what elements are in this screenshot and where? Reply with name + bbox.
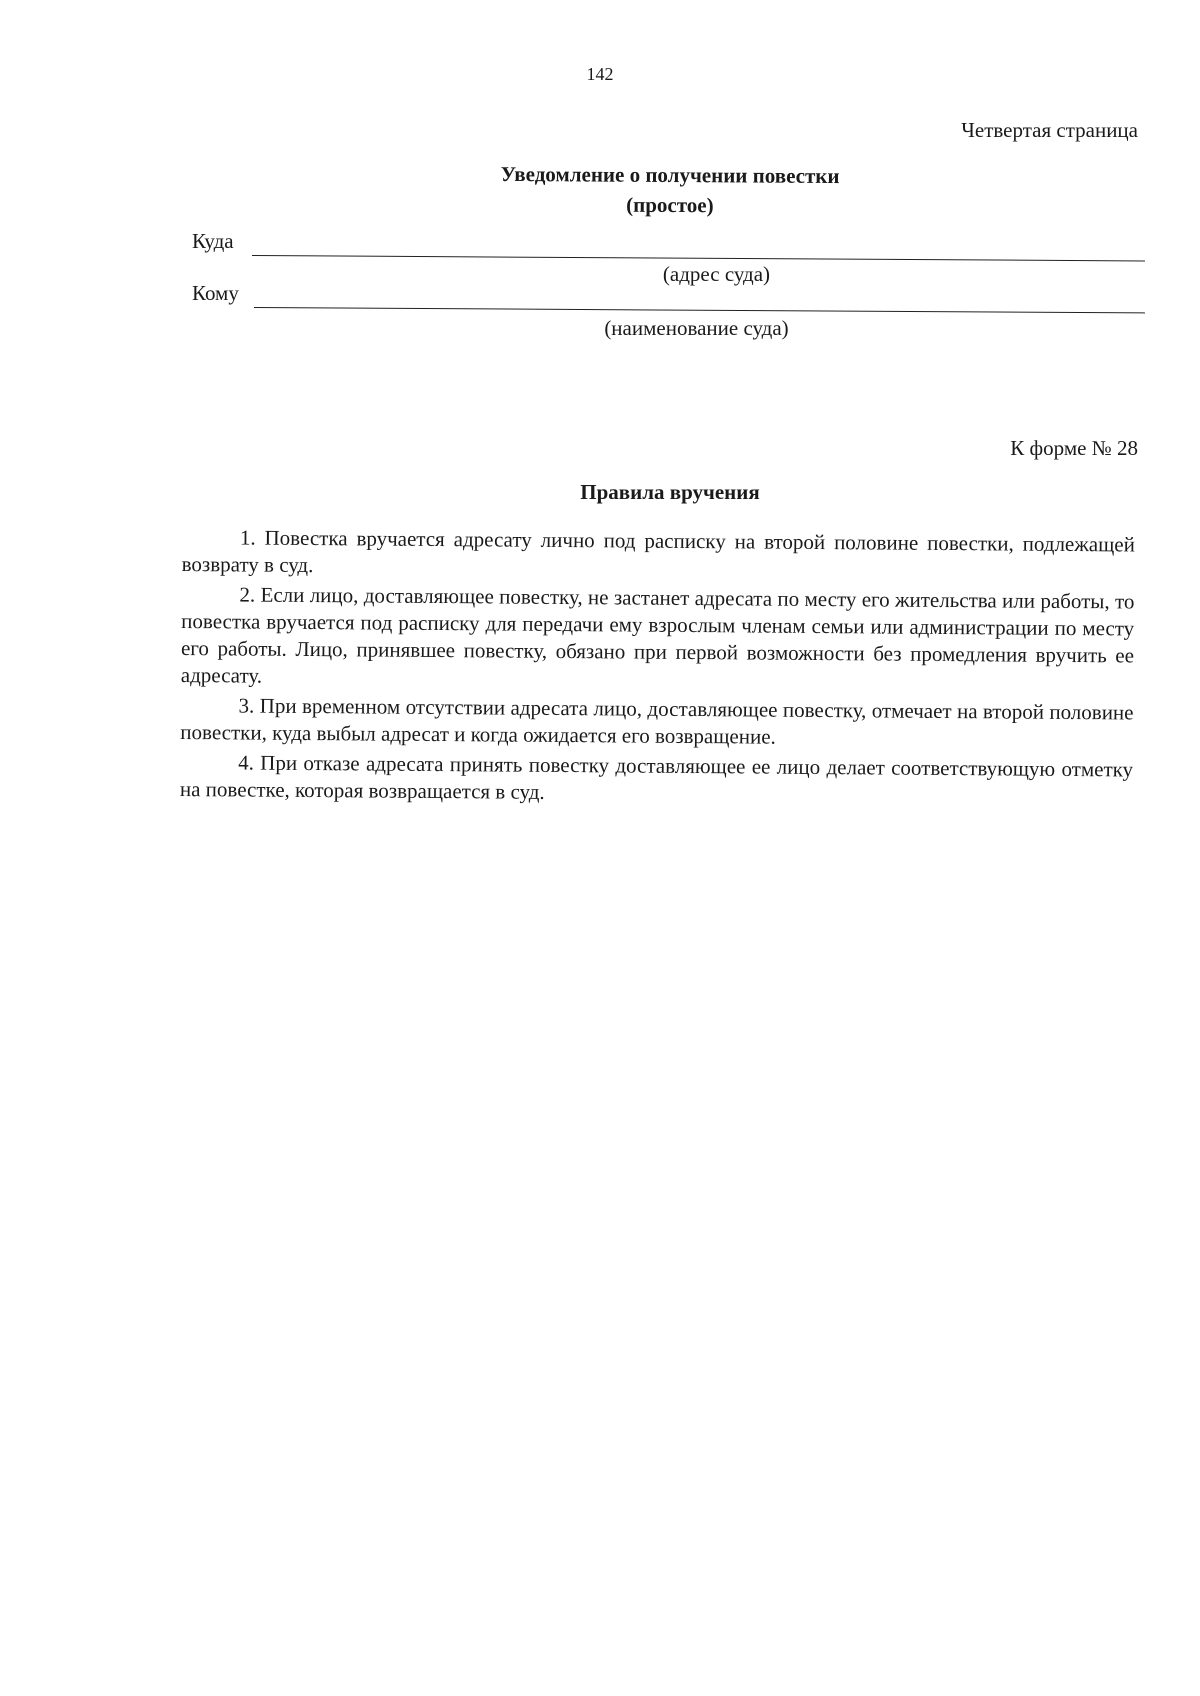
page-number: 142 (586, 64, 614, 84)
rule-item-2: 2. Если лицо, доставляющее повестку, не застанет адресата по месту его жительства или работы, то повестка вручается под расписку для передачи ему взрослым членам семьи или администрации по месту его работы. Лицо, принявшее повестку, обязано при первой возможности без промедления вручить ее адресату. (180, 582, 1135, 688)
whom-field-line[interactable] (254, 307, 1145, 313)
to-field-caption: (адрес суда) (662, 262, 771, 286)
rule-item-1: 1. Повестка вручается адресату лично под расписку на второй половине повестки, подлежащей возврату в суд. (181, 525, 1135, 578)
notice-title-line1: Уведомление о получении повестки (500, 161, 840, 189)
whom-field-label: Кому (192, 281, 239, 305)
notice-title-line2: (простое) (626, 192, 714, 218)
whom-field-row (192, 278, 1145, 308)
rule-item-3: 3. При временном отсутствии адресата лицо, доставляющее повестку, отмечает на второй половине повестки, куда выбыл адресат и когда ожидается его возвращение. (180, 693, 1134, 749)
to-field-line[interactable] (252, 255, 1145, 261)
to-field-row (192, 226, 1145, 256)
page-label: Четвертая страница (961, 118, 1138, 142)
whom-field-caption: (наименование суда) (604, 316, 789, 340)
rules-title: Правила вручения (580, 480, 760, 504)
notice-title (270, 158, 1070, 223)
form-reference: К форме № 28 (1010, 436, 1138, 460)
to-field-label: Куда (192, 229, 234, 253)
rules-body (180, 524, 1135, 813)
rule-item-4: 4. При отказе адресата принять повестку доставляющее ее лицо делает соответствующую отметку на повестке, которая возвращается в суд. (179, 750, 1134, 804)
